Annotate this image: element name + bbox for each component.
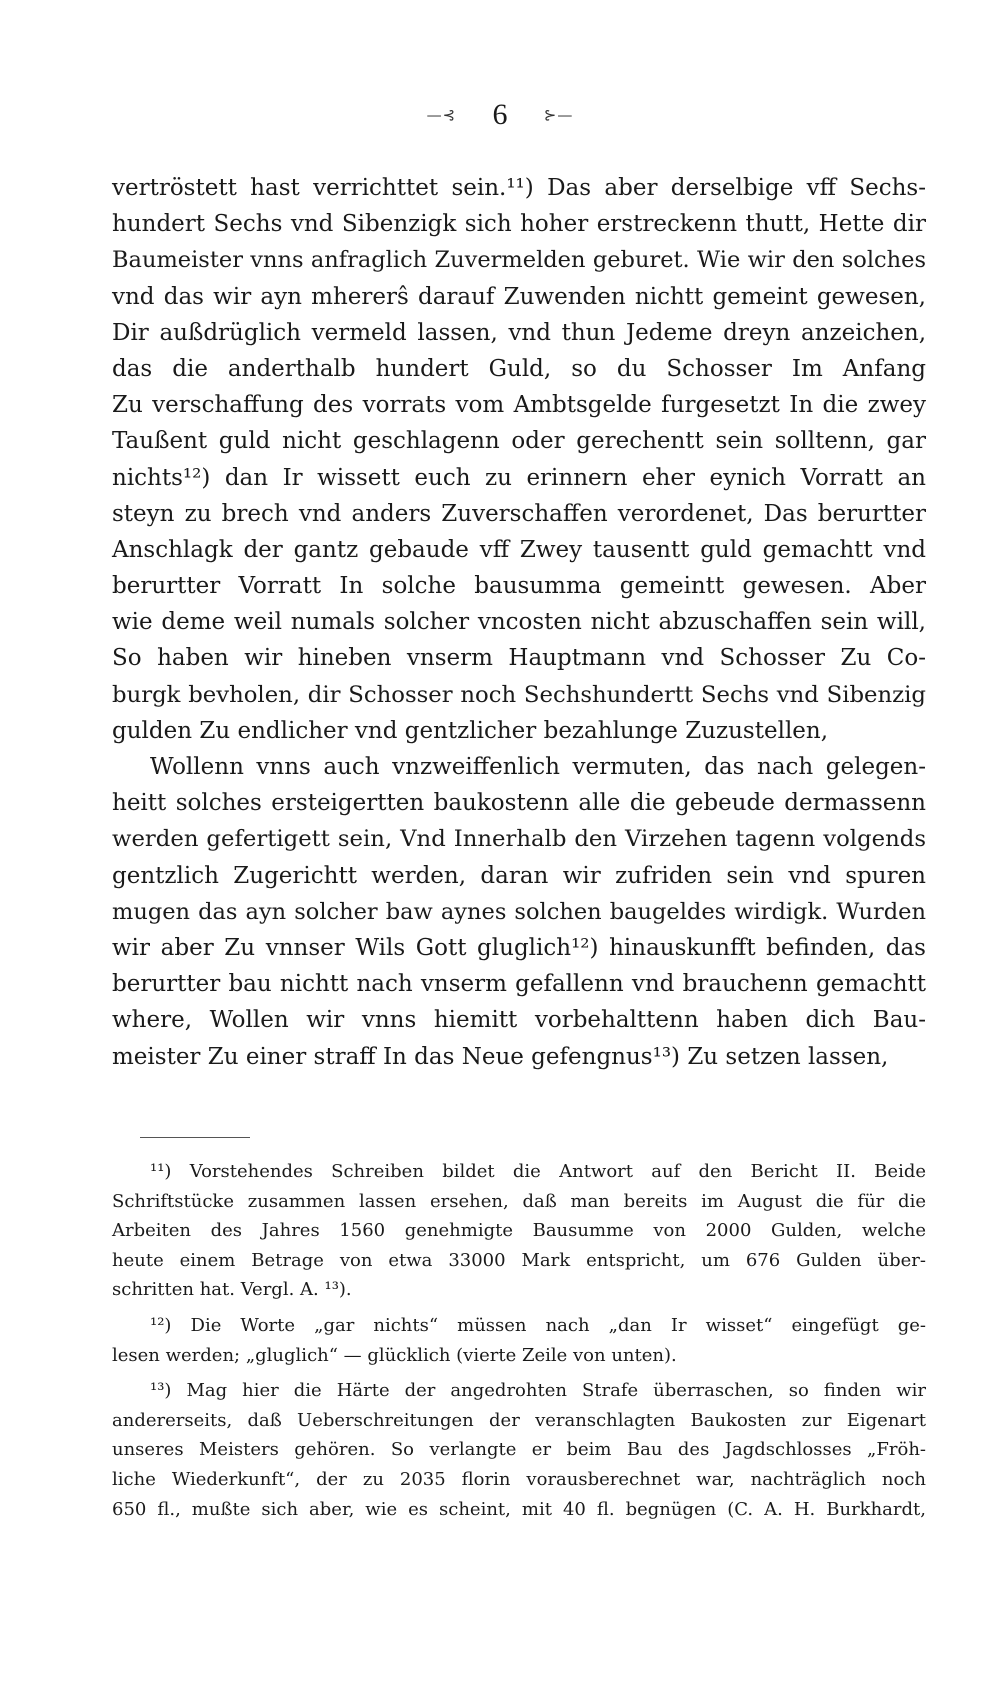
text-line: das die anderthalb hundert Guld, so du Schosser Im Anfang xyxy=(112,355,926,382)
text-line: nichts¹²) dan Ir wissett euch zu erinnern eher eynich Vorratt an xyxy=(112,464,926,491)
footnote-12 xyxy=(112,1311,926,1370)
footnote-line: heute einem Betrage von etwa 33000 Mark entspricht, um 676 Gulden über- xyxy=(112,1249,926,1271)
footnote-line: schritten hat. Vergl. A. ¹³). xyxy=(112,1279,352,1301)
footnote-line: liche Wiederkunft“, der zu 2035 florin vorausberechnet war, nachträglich noch xyxy=(112,1468,926,1490)
text-line: meister Zu einer straff In das Neue gefengnus¹³) Zu setzen lassen, xyxy=(112,1043,889,1070)
page-header xyxy=(0,98,1000,132)
text-line: Anschlagk der gantz gebaude vff Zwey tausentt guld gemachtt vnd xyxy=(112,536,926,563)
text-line: burgk bevholen, dir Schosser noch Sechshundertt Sechs vnd Sibenzig xyxy=(112,681,926,708)
text-line: gulden Zu endlicher vnd gentzlicher bezahlunge Zuzustellen, xyxy=(112,717,829,744)
text-line: Dir außdrüglich vermeld lassen, vnd thun Jedeme dreyn anzeichen, xyxy=(112,319,926,346)
text-line: mugen das ayn solcher baw aynes solchen baugeldes wirdigk. Wurden xyxy=(112,898,926,925)
text-line: wie deme weil numals solcher vncosten nicht abzuschaffen sein will, xyxy=(112,609,926,636)
page-number: 6 xyxy=(492,98,508,131)
footnote-13 xyxy=(112,1376,926,1524)
text-line: berurtter bau nichtt nach vnserm gefallenn vnd brauchenn gemachtt xyxy=(112,971,926,998)
text-line: heitt solches ersteigertten baukostenn alle die gebeude dermassenn xyxy=(112,790,926,817)
text-line: Baumeister vnns anfraglich Zuvermelden geburet. Wie wir den solches xyxy=(112,247,926,274)
text-line: gentzlich Zugerichtt werden, daran wir zufriden sein vnd spuren xyxy=(112,862,926,889)
text-line: Zu verschaffung des vorrats vom Ambtsgelde furgesetzt In die zwey xyxy=(112,392,926,419)
footnote-11 xyxy=(112,1157,926,1305)
text-line: wir aber Zu vnnser Wils Gott gluglich¹²) hinauskunfft befinden, das xyxy=(112,934,926,961)
text-line: Taußent guld nicht geschlagenn oder gerechentt sein solltenn, gar xyxy=(112,428,926,455)
text-line: werden gefertigett sein, Vnd Innerhalb den Virzehen tagenn volgends xyxy=(112,826,926,853)
text-line: vertröstett hast verrichttet sein.¹¹) Das aber derselbige vff Sechs- xyxy=(112,175,926,201)
footnote-line: ¹¹) Vorstehendes Schreiben bildet die Antwort auf den Bericht II. Beide xyxy=(150,1161,926,1182)
text-line: Wollenn vnns auch vnzweiffenlich vermuten, das nach gelegen- xyxy=(150,754,926,780)
footnote-line: lesen werden; „gluglich“ — glücklich (vierte Zeile von unten). xyxy=(112,1344,677,1366)
footnote-line: 650 fl., mußte sich aber, wie es scheint, mit 40 fl. begnügen (C. A. H. Burkhardt, xyxy=(112,1498,926,1520)
footnote-line: ¹³) Mag hier die Härte der angedrohten Strafe überraschen, so finden wir xyxy=(150,1380,926,1402)
text-line: berurtter Vorratt In solche bausumma gemeintt gewesen. Aber xyxy=(112,573,926,600)
ornament-left: —⊰ xyxy=(426,106,457,124)
footnote-divider xyxy=(140,1137,250,1138)
text-line: steyn zu brech vnd anders Zuverschaffen verordenet, Das berurtter xyxy=(112,500,926,527)
footnote-line: ¹²) Die Worte „gar nichts“ müssen nach „dan Ir wisset“ eingefügt ge- xyxy=(150,1314,926,1336)
text-line: So haben wir hineben vnserm Hauptmann vnd Schosser Zu Co- xyxy=(112,645,926,672)
ornament-right: ⊱— xyxy=(543,106,574,124)
footnote-line: Schriftstücke zusammen lassen ersehen, daß man bereits im August die für die xyxy=(112,1190,926,1212)
footnote-line: Arbeiten des Jahres 1560 genehmigte Bausumme von 2000 Gulden, welche xyxy=(112,1220,926,1242)
text-line: vnd das wir ayn mhererŝ darauf Zuwenden nichtt gemeint gewesen, xyxy=(112,283,926,310)
footnote-line: andererseits, daß Ueberschreitungen der veranschlagten Baukosten zur Eigenart xyxy=(112,1409,926,1431)
text-line: where, Wollen wir vnns hiemitt vorbehalttenn haben dich Bau- xyxy=(112,1007,926,1034)
footnotes xyxy=(112,1157,926,1530)
main-text xyxy=(112,170,926,1075)
text-line: hundert Sechs vnd Sibenzigk sich hoher erstreckenn thutt, Hette dir xyxy=(112,211,926,238)
footnote-line: unseres Meisters gehören. So verlangte er beim Bau des Jagdschlosses „Fröh- xyxy=(112,1439,926,1461)
